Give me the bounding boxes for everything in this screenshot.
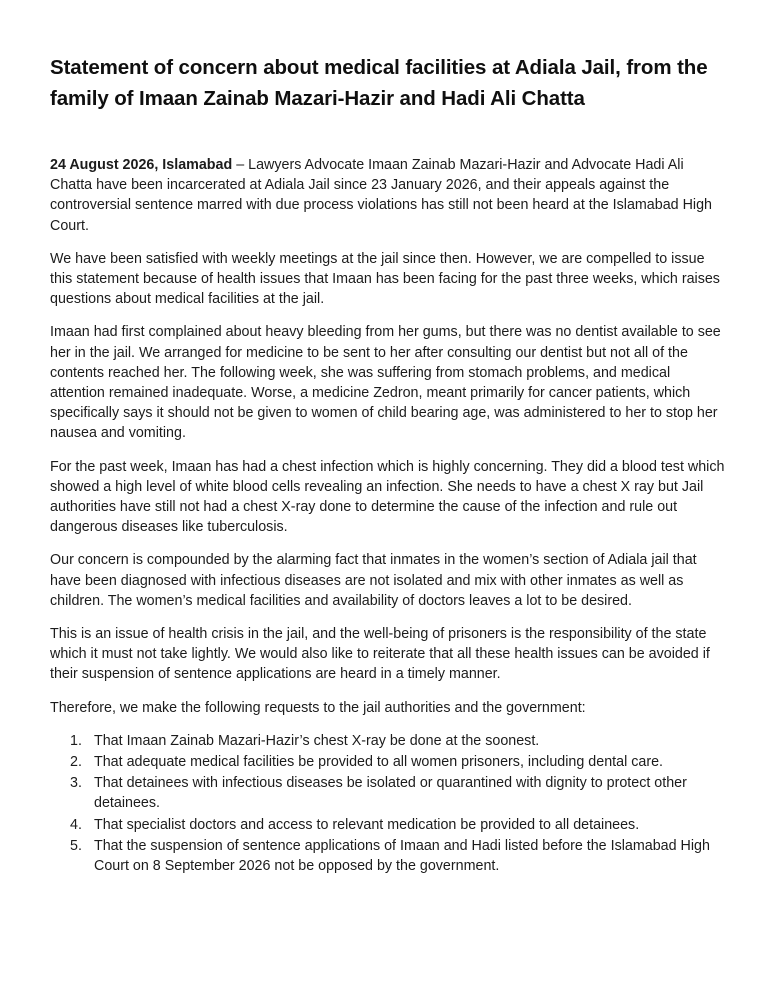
paragraph-health-crisis: This is an issue of health crisis in the jail, and the well-being of prisoners is the responsibility of the state which it must not take lightly. We would also like to reiterate that all these health issues can be avoided if their suspension of sentence applications are heard in a timely manner. bbox=[50, 626, 710, 683]
list-item-text: That Imaan Zainab Mazari-Hazir’s chest X-ray be done at the soonest. bbox=[94, 732, 540, 749]
list-item-text: That adequate medical facilities be provided to all women prisoners, including dental care. bbox=[94, 754, 664, 771]
statement-body bbox=[50, 155, 728, 876]
dateline: 24 August 2026, Islamabad bbox=[50, 157, 233, 173]
paragraph-medical-history: Imaan had first complained about heavy bleeding from her gums, but there was no dentist available to see her in the jail. We arranged for medicine to be sent to her after consulting our dentist but not all of the contents reached her. The following week, she was suffering from stomach problems, and medical attention remained inadequate. Worse, a medicine Zedron, meant primarily for cancer patients, which specifically says it should not be given to women of child bearing age, was administered to her to stop her nausea and vomiting. bbox=[50, 324, 721, 442]
paragraph-requests-intro: Therefore, we make the following requests to the jail authorities and the government: bbox=[50, 699, 586, 716]
list-item bbox=[70, 836, 728, 876]
dateline-dash: – bbox=[232, 157, 249, 173]
list-item-number: 4. bbox=[70, 816, 82, 833]
paragraph-meetings: We have been satisfied with weekly meetings at the jail since then. However, we are compelled to issue this statement because of health issues that Imaan has been facing for the past three weeks, which raises questions about medical facilities at the jail. bbox=[50, 250, 720, 308]
list-item-number: 2. bbox=[70, 754, 82, 771]
paragraph-intro-text: Lawyers Advocate Imaan Zainab Mazari-Hazir and Advocate Hadi Ali Chatta have been incarcerated at Adiala Jail since 23 January 2026, and their appeals against the controversial sentence marred with due process violations has still not been heard at the Islamabad High Court. bbox=[50, 157, 712, 234]
list-item-text: That detainees with infectious diseases be isolated or quarantined with dignity to protect other detainees. bbox=[94, 775, 687, 812]
list-item-number: 1. bbox=[70, 732, 82, 749]
list-item bbox=[70, 773, 728, 813]
list-item-text: That specialist doctors and access to relevant medication be provided to all detainees. bbox=[94, 816, 640, 833]
paragraph-chest-infection: For the past week, Imaan has had a chest infection which is highly concerning. They did a blood test which showed a high level of white blood cells revealing an infection. She needs to have a chest X ray but Jail authorities have still not had a chest X-ray done to determine the cause of the infection and rule out dangerous diseases like tuberculosis. bbox=[50, 458, 725, 536]
requests-list bbox=[50, 731, 728, 876]
paragraph-infectious-concern: Our concern is compounded by the alarming fact that inmates in the women’s section of Adiala jail that have been diagnosed with infectious diseases are not isolated and mix with other inmates as well as children. The women’s medical facilities and availability of doctors leaves a lot to be desired. bbox=[50, 552, 697, 609]
list-item-number: 5. bbox=[70, 837, 82, 854]
paragraph-intro bbox=[50, 155, 728, 236]
statement-title: Statement of concern about medical facilities at Adiala Jail, from the family of Imaan Zainab Mazari-Hazir and Hadi Ali Chatta bbox=[50, 56, 708, 110]
list-item bbox=[70, 815, 728, 835]
list-item bbox=[70, 731, 728, 751]
list-item bbox=[70, 752, 728, 772]
list-item-text: That the suspension of sentence applications of Imaan and Hadi listed before the Islamabad High Court on 8 September 2026 not be opposed by the government. bbox=[94, 837, 710, 875]
list-item-number: 3. bbox=[70, 775, 82, 792]
